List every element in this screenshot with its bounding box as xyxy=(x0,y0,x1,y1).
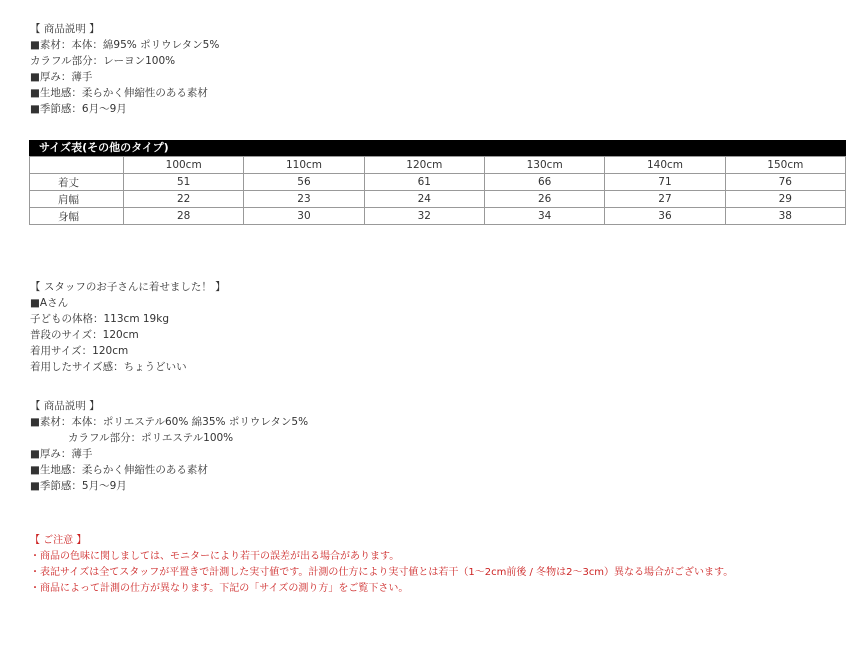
table-cell: 38 xyxy=(725,208,845,225)
table-cell: 71 xyxy=(605,174,725,191)
size-column-header: 110cm xyxy=(244,157,364,174)
size-column-header: 140cm xyxy=(605,157,725,174)
notice-section xyxy=(30,533,733,597)
fit-impression: 着用したサイズ感：ちょうどいい xyxy=(30,361,187,373)
size-column-header: 130cm xyxy=(484,157,604,174)
table-cell: 76 xyxy=(725,174,845,191)
table-cell: 29 xyxy=(725,191,845,208)
texture-line: ■生地感：柔らかく伸縮性のある素材 xyxy=(30,464,208,476)
table-cell: 32 xyxy=(364,208,484,225)
material-colorful-line: カラフル部分：レーヨン100% xyxy=(30,55,176,67)
table-cell: 23 xyxy=(244,191,364,208)
section-heading: 【 商品説明 】 xyxy=(30,23,100,35)
usual-size: 普段のサイズ：120cm xyxy=(30,329,139,341)
table-cell: 34 xyxy=(484,208,604,225)
table-cell: 26 xyxy=(484,191,604,208)
row-label: 着丈 xyxy=(30,174,124,191)
size-column-header: 100cm xyxy=(124,157,244,174)
notice-item: ・商品によって計測の仕方が異なります。下記の「サイズの測り方」をご覧下さい。 xyxy=(30,583,409,594)
texture-line: ■生地感：柔らかく伸縮性のある素材 xyxy=(30,87,208,99)
material-line: ■素材：本体：綿95% ポリウレタン5% xyxy=(30,39,220,51)
table-row xyxy=(30,208,846,225)
material-colorful-line: カラフル部分：ポリエステル100% xyxy=(68,432,234,444)
size-table xyxy=(29,140,846,225)
thickness-line: ■厚み：薄手 xyxy=(30,448,93,460)
table-cell: 27 xyxy=(605,191,725,208)
table-cell: 51 xyxy=(124,174,244,191)
product-description-1 xyxy=(30,21,219,117)
child-body-size: 子どもの体格：113cm 19kg xyxy=(30,313,169,325)
notice-heading: 【 ご注意 】 xyxy=(30,535,87,546)
staff-name: ■Aさん xyxy=(30,297,69,309)
table-cell: 30 xyxy=(244,208,364,225)
notice-item: ・表記サイズは全てスタッフが平置きで計測した実寸値です。計測の仕方により実寸値とは若干（1〜2cm前後 / 冬物は2〜3cm）異なる場合がございます。 xyxy=(30,567,734,578)
notice-item: ・商品の色味に関しましては、モニターにより若干の誤差が出る場合があります。 xyxy=(30,551,400,562)
size-header-row xyxy=(30,157,846,174)
season-line: ■季節感：6月〜9月 xyxy=(30,103,127,115)
table-cell: 56 xyxy=(244,174,364,191)
table-cell: 66 xyxy=(484,174,604,191)
table-row xyxy=(30,174,846,191)
corner-cell xyxy=(30,157,124,174)
product-description-2 xyxy=(30,398,308,494)
size-column-header: 150cm xyxy=(725,157,845,174)
worn-size: 着用サイズ：120cm xyxy=(30,345,129,357)
table-cell: 24 xyxy=(364,191,484,208)
table-cell: 61 xyxy=(364,174,484,191)
section-heading: 【 商品説明 】 xyxy=(30,400,100,412)
thickness-line: ■厚み：薄手 xyxy=(30,71,93,83)
size-table-grid xyxy=(29,156,846,225)
table-cell: 36 xyxy=(605,208,725,225)
material-line: ■素材：本体：ポリエステル60% 綿35% ポリウレタン5% xyxy=(30,416,309,428)
section-heading: 【 スタッフのお子さんに着せました！ 】 xyxy=(30,281,226,293)
table-row xyxy=(30,191,846,208)
size-table-title: サイズ表(その他のタイプ) xyxy=(29,140,846,156)
table-cell: 22 xyxy=(124,191,244,208)
staff-fitting xyxy=(30,279,226,375)
row-label: 身幅 xyxy=(30,208,124,225)
table-cell: 28 xyxy=(124,208,244,225)
row-label: 肩幅 xyxy=(30,191,124,208)
season-line: ■季節感：5月〜9月 xyxy=(30,480,127,492)
size-column-header: 120cm xyxy=(364,157,484,174)
